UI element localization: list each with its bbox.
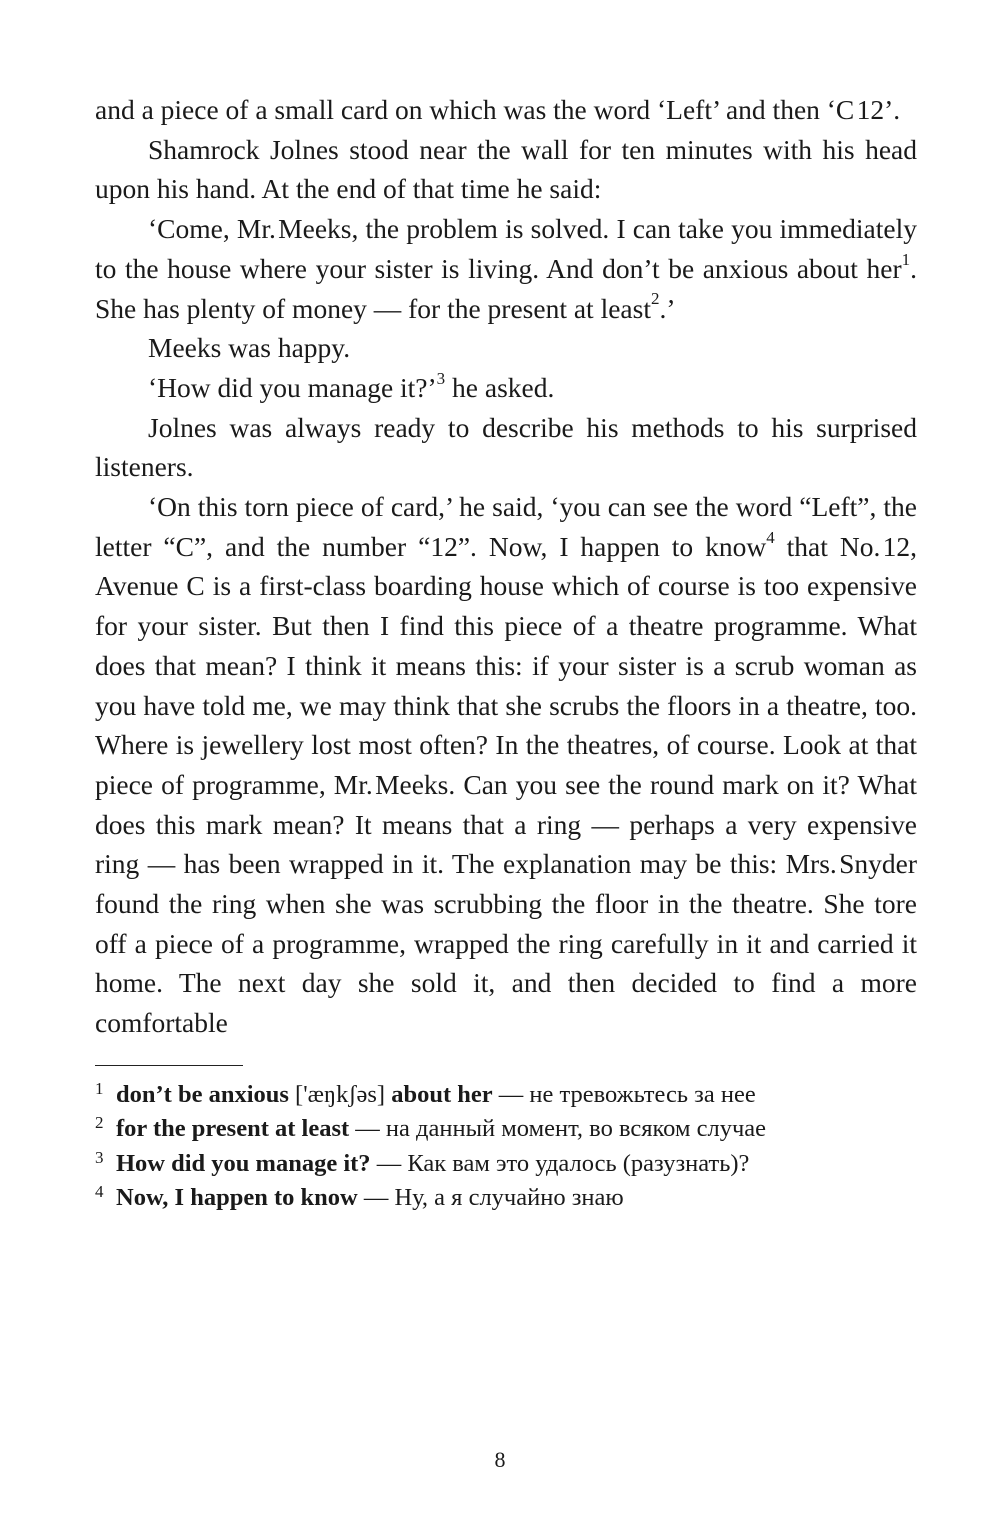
footnote-term: How did you manage it?: [116, 1149, 371, 1177]
footnote-term: Now, I happen to know: [116, 1184, 358, 1212]
footnote-reference: 4: [766, 527, 775, 547]
footnote-number: 2: [95, 1113, 104, 1133]
footnote-transcription: ['æŋkʃəs]: [295, 1080, 386, 1108]
footnotes-list: [95, 1078, 917, 1216]
footnote-number: 3: [95, 1147, 104, 1167]
paragraph: [95, 487, 917, 1043]
footnote-reference: 2: [650, 289, 660, 309]
paragraph-text: .’: [659, 292, 676, 324]
paragraph: [95, 209, 917, 328]
main-text: [95, 90, 917, 1043]
footnote-number: 4: [95, 1182, 104, 1202]
paragraph-text: . She has plenty of money — for the present at least: [95, 252, 917, 324]
paragraph-text: ‘On this torn piece of card,’ he said, ‘you can see the word “Left”, the letter “C”, and the number “12”. Now, I happen to know: [95, 491, 917, 562]
paragraph-text: Meeks was happy.: [148, 332, 351, 364]
footnote: [95, 1078, 917, 1113]
footnote-translation: — не тревожьтесь за нее: [498, 1080, 756, 1108]
footnote: [95, 1181, 917, 1216]
footnote-translation: — Как вам это удалось (разузнать)?: [376, 1149, 750, 1177]
paragraph: [95, 328, 917, 368]
paragraph: [95, 368, 917, 408]
paragraph-text: he asked.: [445, 371, 555, 403]
paragraph: [95, 408, 917, 487]
footnote-term: don’t be anxious: [116, 1080, 289, 1108]
paragraph: [95, 130, 917, 209]
footnote-number: 1: [95, 1078, 104, 1098]
paragraph-text: ‘How did you manage it?’: [148, 371, 437, 403]
footnote-term: for the present at least: [116, 1115, 350, 1143]
footnote-translation: — Ну, а я случайно знаю: [363, 1184, 624, 1212]
page-number: 8: [494, 1447, 506, 1472]
footnote-translation: — на данный момент, во всяком случае: [355, 1115, 767, 1143]
paragraph-text: Shamrock Jolnes stood near the wall for ten minutes with his head upon his hand. At the end of that time he said:: [95, 133, 917, 205]
paragraph-text: that No. 12, Avenue C is a first-class boarding house which of course is too expensive for your sister. But then I find this piece of a theatre programme. What does that mean? I think it means this: if your sister is a scrub woman as you have told me, we may think that she scrubs the floors in a theatre, too. Where is jewellery lost most often? In the theatres, of course. Look at that piece of programme, Mr. Meeks. Can you see the round mark on it? What does this mark mean? It means that a ring — perhaps a very expensive ring — has been wrapped in it. The explanation may be this: Mrs. Snyder found the ring when she was scrubbing the floor in the theatre. She tore off a piece of a programme, wrapped the ring carefully in it and carried it home. The next day she sold it, and then decided to find a more comfortable: [95, 530, 917, 1039]
footnote-reference: 1: [901, 249, 911, 269]
footnote: [95, 1147, 917, 1182]
paragraph: [95, 90, 917, 130]
footnote-divider: [95, 1065, 243, 1066]
footnote: [95, 1112, 917, 1147]
footnote-term-end: about her: [391, 1080, 493, 1108]
paragraph-text: ‘Come, Mr. Meeks, the problem is solved. I can take you immediately to the house where your sister is living. And don’t be anxious about her: [95, 213, 917, 284]
book-page: [95, 90, 917, 1216]
paragraph-text: and a piece of a small card on which was the word ‘Left’ and then ‘C 12’.: [95, 94, 901, 125]
paragraph-text: Jolnes was always ready to describe his methods to his surprised listeners.: [95, 411, 917, 483]
footnote-reference: 3: [436, 368, 446, 388]
